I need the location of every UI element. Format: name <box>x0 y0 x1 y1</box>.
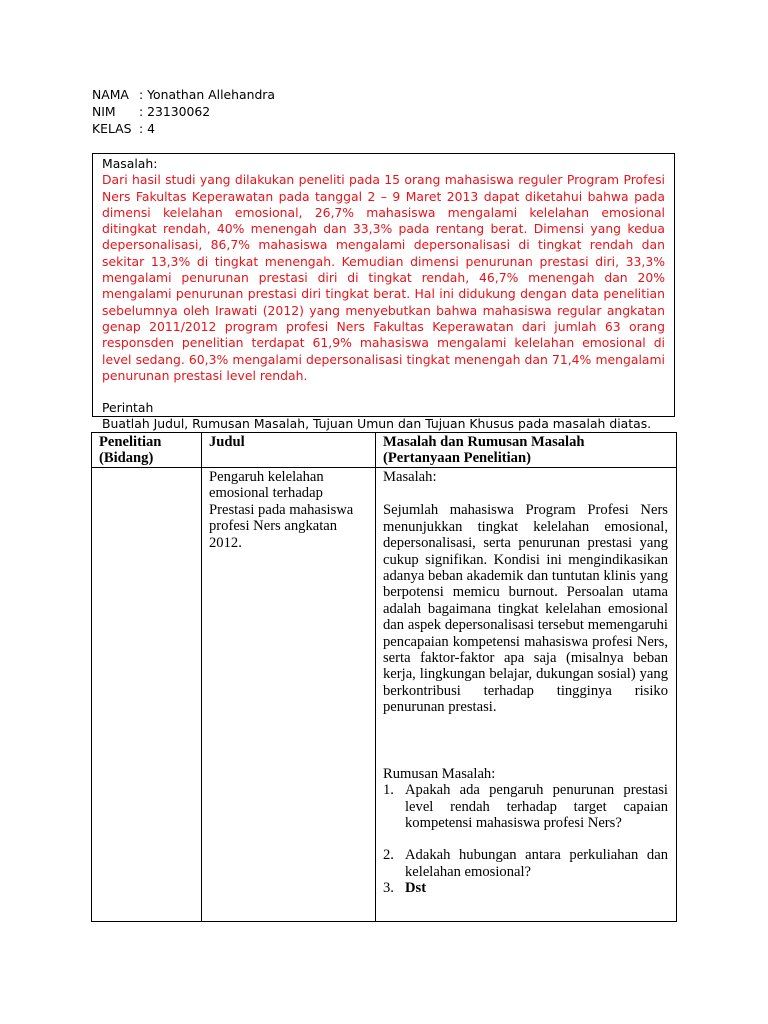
rumusan-list <box>383 782 668 896</box>
cell-judul <box>202 468 376 922</box>
problem-box <box>92 153 675 432</box>
header-masalah <box>376 433 677 468</box>
list-item-text: Adakah hubungan antara perkuliahan dan kelelahan emosional? <box>405 847 668 880</box>
rumusan-label: Rumusan Masalah: <box>383 765 496 782</box>
list-item <box>383 847 668 880</box>
header-masalah-line2: (Pertanyaan Penelitian) <box>383 450 531 467</box>
table-header-row <box>92 433 677 468</box>
nim-value: : 23130062 <box>139 104 211 119</box>
judul-text: Pengaruh kelelahan emosional terhadap Prestasi pada mahasiswa profesi Ners angkatan 2012. <box>209 469 354 551</box>
list-item-number: 1. <box>383 782 394 799</box>
header-bidang-line2: (Bidang) <box>99 450 154 467</box>
class-value: : 4 <box>139 121 155 136</box>
table-row <box>92 468 677 922</box>
list-item <box>383 880 668 896</box>
list-item-text: Dst <box>405 880 427 897</box>
research-table <box>91 432 677 922</box>
header-judul <box>202 433 376 468</box>
student-info <box>92 86 275 137</box>
list-item-number: 2. <box>383 847 394 864</box>
cell-bidang <box>92 468 202 922</box>
masalah-text: Sejumlah mahasiswa Program Profesi Ners menunjukkan tingkat kelelahan emosional, depersonalisasi, serta penurunan prestasi yang cukup signifikan. Kondisi ini mengindikasikan adanya beban akademik dan tuntutan klinis yang berpotensi memicu burnout. Persoalan utama adalah bagaimana tingkat kelelahan emosional dan aspek depersonalisasi tersebut memengaruhi pencapaian kompetensi mahasiswa profesi Ners, serta faktor-faktor apa saja (misalnya beban kerja, lingkungan belajar, dukungan sosial) yang berkontribusi terhadap tingginya risiko penurunan prestasi. <box>383 502 668 716</box>
list-item-text: Apakah ada pengaruh penurunan prestasi level rendah terhadap target capaian kompetensi mahasiswa profesi Ners? <box>405 782 668 831</box>
instruction-label: Perintah <box>102 400 154 416</box>
student-name-row <box>92 86 275 103</box>
nim-key: NIM <box>92 104 116 119</box>
list-item <box>383 782 668 831</box>
header-bidang <box>92 433 202 468</box>
problem-text: Dari hasil studi yang dilakukan peneliti pada 15 orang mahasiswa reguler Program Profesi Ners Fakultas Keperawatan pada tanggal 2 – 9 Maret 2013 dapat diketahui bahwa pada dimensi kelelahan emosional, 26,7% mahasiswa mengalami kelelahan emosional ditingkat rendah, 40% menengah dan 33,3% pada rentang berat. Dimensi yang kedua depersonalisasi, 86,7% mahasiswa mengalami depersonalisasi di tingkat rendah dan sekitar 13,3% di tingkat menengah. Kemudian dimensi penurunan prestasi diri, 33,3% mengalami penurunan prestasi diri di tingkat rendah, 46,7% menengah dan 20% mengalami penurunan prestasi diri tingkat berat. Hal ini didukung dengan data penelitian sebelumnya oleh Irawati (2012) yang menyebutkan bahwa mahasiswa regular angkatan genap 2011/2012 program profesi Ners Fakultas Keperawatan dari jumlah 63 orang responsden penelitian terdapat 61,9% mahasiswa mengalami kelelahan emosional di level sedang. 60,3% mengalami depersonalisasi tingkat menengah dan 71,4% mengalami penurunan prestasi level rendah. <box>102 172 665 383</box>
instruction-text: Buatlah Judul, Rumusan Masalah, Tujuan Umun dan Tujuan Khusus pada masalah diatas. <box>102 416 652 432</box>
cell-masalah <box>376 468 677 922</box>
list-item-number: 3. <box>383 880 394 897</box>
masalah-label: Masalah: <box>383 469 437 485</box>
problem-label: Masalah: <box>102 156 158 171</box>
header-judul-label: Judul <box>209 434 245 450</box>
name-key: NAMA <box>92 87 129 102</box>
student-class-row <box>92 120 275 137</box>
class-key: KELAS <box>92 121 132 136</box>
header-masalah-line1: Masalah dan Rumusan Masalah <box>383 434 585 450</box>
name-value: : Yonathan Allehandra <box>139 87 275 102</box>
header-bidang-line1: Penelitian <box>99 434 162 450</box>
student-nim-row <box>92 103 275 120</box>
